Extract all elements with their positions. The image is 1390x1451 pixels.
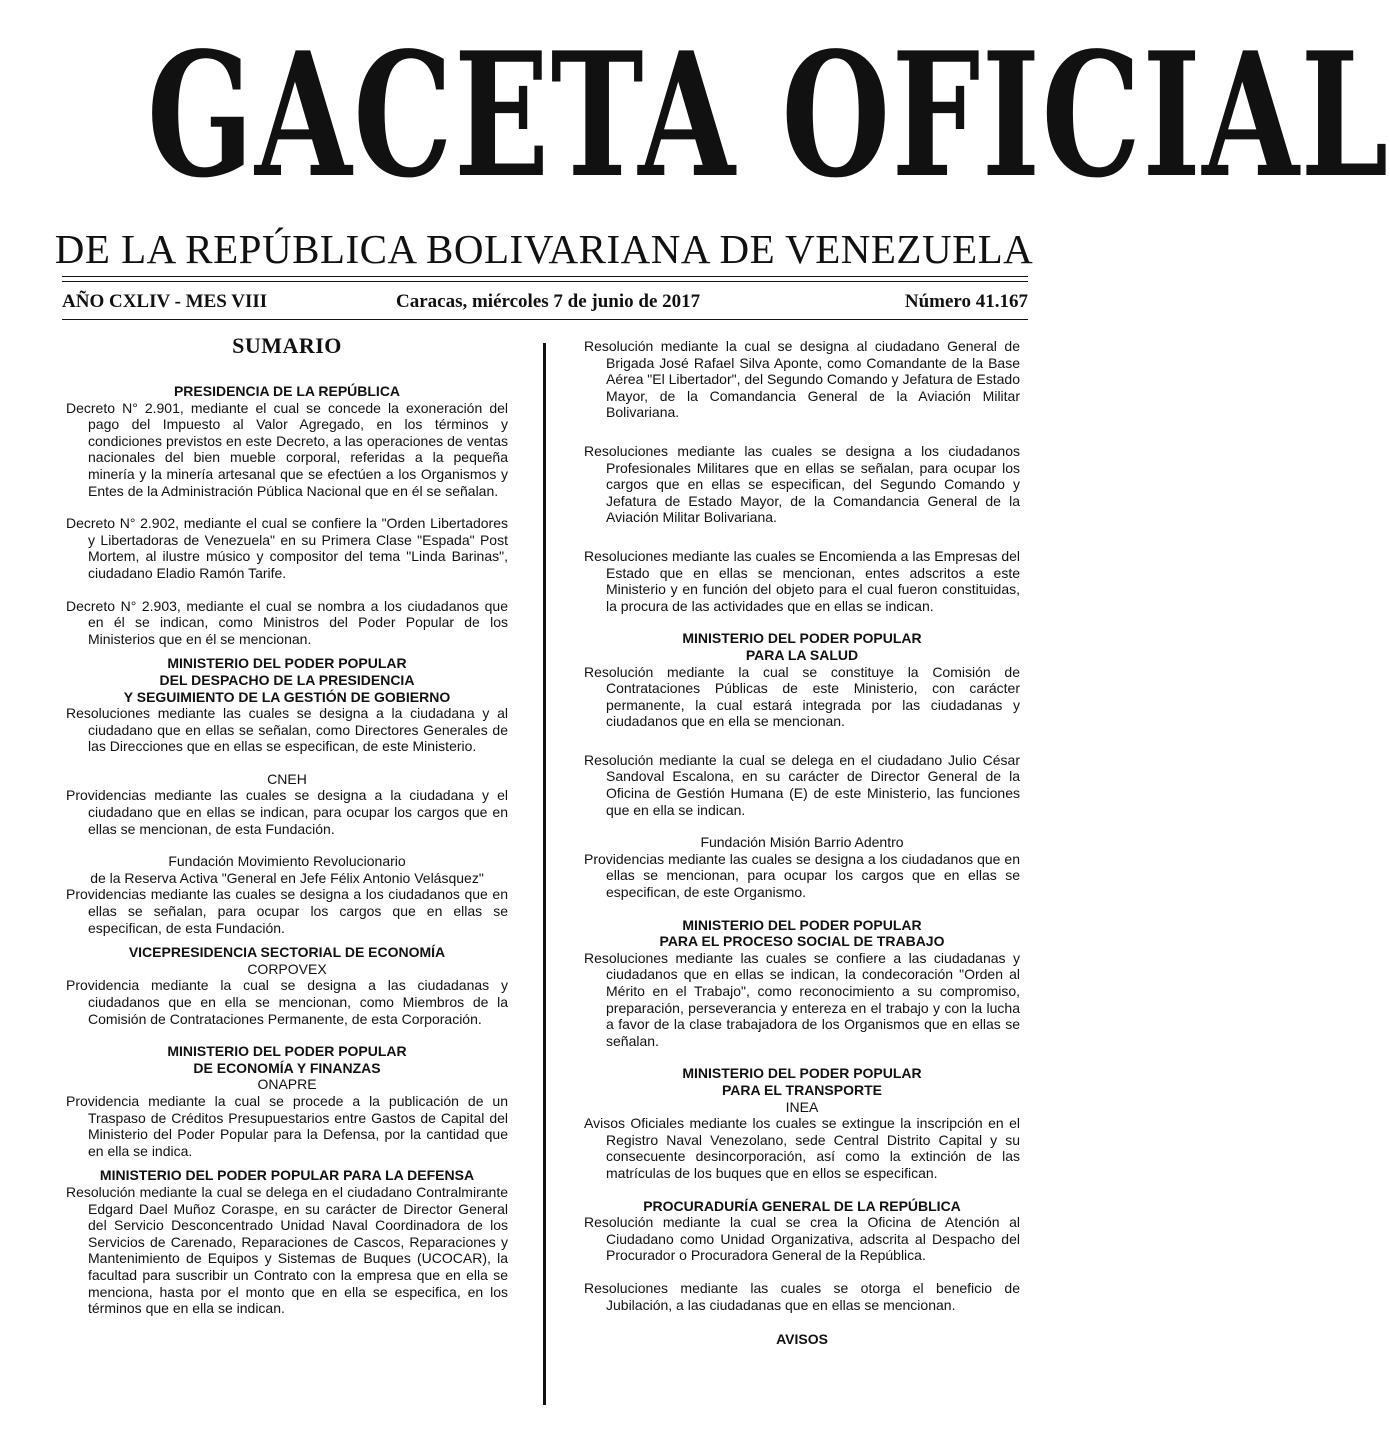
section-subheading: CNEH: [267, 770, 307, 787]
summary-entry: Resoluciones mediante las cuales se Encomienda a las Empresas del Estado que en ellas se mencionan, entes adscritos a este Ministerio y en función del objeto para el cual fueron constituidas, la procura de las actividades que en ellas se indican.: [584, 547, 1020, 614]
section-heading: PARA EL PROCESO SOCIAL DE TRABAJO: [659, 933, 945, 950]
section-subheading: Fundación Movimiento Revolucionario: [168, 853, 406, 870]
section-heading: PARA LA SALUD: [745, 646, 859, 663]
section-heading: MINISTERIO DEL PODER POPULAR: [167, 1043, 407, 1060]
section-heading: MINISTERIO DEL PODER POPULAR PARA LA DEFENSA: [99, 1167, 475, 1184]
header-rule-bottom: [62, 319, 1028, 320]
section-subheading: Fundación Misión Barrio Adentro: [700, 834, 904, 851]
summary-entry: Resoluciones mediante las cuales se confiere a las ciudadanas y ciudadanos que en ellas se indican, la condecoración "Orden al Mérito en el Trabajo", como reconocimiento a su compromiso, preparación, perseverancia y entereza en el trabajo y con la lucha a favor de la clase trabajadora de los Organismos que en ellas se señalan.: [584, 949, 1020, 1049]
summary-entry: Decreto N° 2.901, mediante el cual se concede la exoneración del pago del Impuesto al Valor Agregado, en los términos y condiciones previstos en este Decreto, a las operaciones de ventas nacionales del bien mueble corporal, referidas a la pequeña minería y la minería artesanal que se efectúen a los Organismos y Entes de la Administración Pública Nacional que en él se señalan.: [66, 399, 508, 499]
issue-number: Número 41.167: [904, 291, 1028, 312]
summary-entry: Decreto N° 2.903, mediante el cual se nombra a los ciudadanos que en él se indican, como Ministros del Poder Popular de los Ministerios que en él se mencionan.: [66, 597, 508, 647]
masthead-subtitle: DE LA REPÚBLICA BOLIVARIANA DE VENEZUELA: [54, 226, 1034, 272]
section-subheading: CORPOVEX: [247, 960, 327, 977]
summary-entry: Providencias mediante las cuales se designa a los ciudadanos que en ellas se mencionan, para ocupar los cargos que en ellas se especifican, de este Organismo.: [584, 850, 1020, 901]
section-heading: Y SEGUIMIENTO DE LA GESTIÓN DE GOBIERNO: [123, 688, 451, 705]
summary-entry: Resolución mediante la cual se constituye la Comisión de Contrataciones Públicas de este Ministerio, con carácter permanente, la cual estará integrada por las ciudadanas y ciudadanos que en ella se mencionan.: [584, 663, 1020, 730]
sumario-right-column: [584, 338, 1020, 1348]
masthead-title: GACETA OFICIAL: [146, 15, 1390, 216]
summary-entry: Resoluciones mediante las cuales se designa a la ciudadana y al ciudadano que en ellas se señalan, como Directores Generales de las Direcciones que en ellas se especifican, de este Ministerio.: [66, 705, 508, 755]
section-subheading: de la Reserva Activa "General en Jefe Félix Antonio Velásquez": [90, 869, 484, 886]
section-heading: DE ECONOMÍA Y FINANZAS: [193, 1059, 381, 1076]
header-rule-second: [62, 281, 1028, 282]
summary-entry: Providencias mediante las cuales se designa a la ciudadana y el ciudadano que en ellas se indican, para ocupar los cargos que en ellas se mencionan, de esta Fundación.: [66, 787, 508, 837]
summary-entry: Resolución mediante la cual se delega en el ciudadano Contralmirante Edgard Dael Muñoz Coraspe, en su carácter de Director General del Servicio Desconcentrado Unidad Naval Coordinadora de los Servicios de Carenado, Reparaciones de Cascos, Reparaciones y Mantenimiento de Equipos y Sistemas de Buques (UCOCAR), la facultad para suscribir un Contrato con la empresa que en ella se menciona, hasta por el monto que en ella se especifica, en los términos que en ella se indican.: [66, 1183, 508, 1317]
summary-entry: Resoluciones mediante las cuales se designa a los ciudadanos Profesionales Militares que en ellas se señalan, para ocupar los cargos que en ellas se especifican, del Segundo Comando y Jefatura de Estado Mayor, de la Comandancia General de la Aviación Militar Bolivariana.: [584, 442, 1020, 526]
section-heading: VICEPRESIDENCIA SECTORIAL DE ECONOMÍA: [128, 944, 446, 961]
issue-year-month: AÑO CXLIV - MES VIII: [62, 291, 268, 312]
header-rule-top: [62, 276, 1028, 277]
column-divider: [543, 343, 546, 1405]
section-heading: PARA EL TRANSPORTE: [722, 1081, 882, 1098]
section-heading: PROCURADURÍA GENERAL DE LA REPÚBLICA: [643, 1197, 961, 1214]
summary-entry: Providencias mediante las cuales se designa a los ciudadanos que en ellas se señalan, para ocupar los cargos que en ellas se especifican, de esta Fundación.: [66, 886, 508, 936]
section-heading: PRESIDENCIA DE LA REPÚBLICA: [173, 383, 401, 399]
summary-entry: Resolución mediante la cual se delega en el ciudadano Julio César Sandoval Escalona, en su carácter de Director General de la Oficina de Gestión Humana (E) de este Ministerio, las funciones que en ella se indican.: [584, 751, 1020, 818]
section-heading: MINISTERIO DEL PODER POPULAR: [682, 916, 922, 933]
section-heading: DEL DESPACHO DE LA PRESIDENCIA: [159, 671, 415, 688]
section-subheading: ONAPRE: [257, 1076, 317, 1093]
section-heading: MINISTERIO DEL PODER POPULAR: [682, 1065, 922, 1082]
sumario-title: SUMARIO: [232, 333, 342, 358]
section-subheading: INEA: [785, 1098, 819, 1115]
summary-entry: Decreto N° 2.902, mediante el cual se confiere la "Orden Libertadores y Libertadoras de Venezuela" en su Primera Clase "Espada" Post Mortem, al ilustre músico y compositor del tema "Linda Barinas", ciudadano Eladio Ramón Tarife.: [66, 515, 508, 581]
summary-entry: Avisos Oficiales mediante los cuales se extingue la inscripción en el Registro Naval Venezolano, sede Central Distrito Capital y su consecuente desincorporación, así como la extinción de las matrículas de los buques que en ellos se especifican.: [584, 1115, 1020, 1181]
summary-entry: Resolución mediante la cual se crea la Oficina de Atención al Ciudadano como Unidad Organizativa, adscrita al Despacho del Procurador o Procuradora General de la República.: [584, 1214, 1020, 1264]
section-heading: MINISTERIO DEL PODER POPULAR: [682, 630, 922, 647]
summary-entry: Resolución mediante la cual se designa al ciudadano General de Brigada José Rafael Silva Aponte, como Comandante de la Base Aérea "El Libertador", del Segundo Comando y Jefatura de Estado Mayor, de la Comandancia General de la Aviación Militar Bolivariana.: [584, 338, 1020, 421]
summary-entry: Providencia mediante la cual se procede a la publicación de un Traspaso de Créditos Presupuestarios entre Gastos de Capital del Ministerio del Poder Popular para la Defensa, por la cantidad que en ella se indica.: [66, 1092, 508, 1159]
section-heading: MINISTERIO DEL PODER POPULAR: [167, 655, 407, 672]
issue-place-date: Caracas, miércoles 7 de junio de 2017: [396, 291, 701, 312]
avisos-heading: AVISOS: [776, 1331, 828, 1348]
summary-entry: Providencia mediante la cual se designa a las ciudadanas y ciudadanos que en ella se mencionan, como Miembros de la Comisión de Contrataciones Permanente, de esta Corporación.: [66, 977, 508, 1027]
sumario-left-column: [66, 333, 508, 1317]
summary-entry: Resoluciones mediante las cuales se otorga el beneficio de Jubilación, a las ciudadanas que en ellas se mencionan.: [584, 1279, 1020, 1313]
